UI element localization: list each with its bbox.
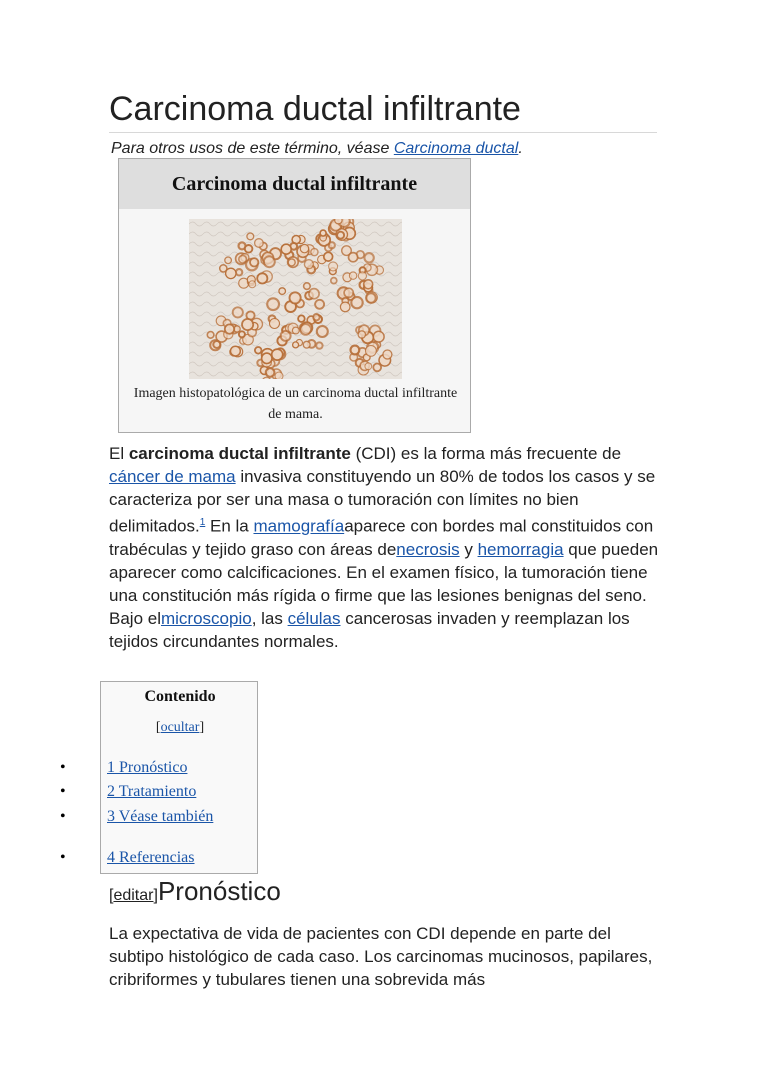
stained-cell [316,342,322,348]
stained-cell [242,319,253,330]
stained-cell [281,244,291,254]
stained-cell [364,253,373,262]
stained-cell [239,255,247,263]
edit-section-link[interactable]: editar [113,887,154,904]
toc-link-pronostico[interactable]: 1 Pronóstico [107,759,188,776]
stained-cell [298,315,305,322]
infobox [118,158,471,433]
stained-cell [225,324,234,333]
hatnote-link-carcinoma-ductal[interactable]: Carcinoma ductal [393,140,519,157]
stained-cell [226,268,236,278]
stained-cell [366,346,377,357]
link-celulas[interactable]: células [287,609,341,629]
stained-cell [270,319,280,329]
bullet-icon: • [60,759,66,776]
stained-cell [358,272,366,280]
toc-link-tratamiento[interactable]: 2 Tratamiento [107,783,197,800]
stained-cell [272,349,283,360]
bullet-icon: • [60,783,66,800]
section-paragraph: La expectativa de vida de pacientes con CDI depende en parte del subtipo histológico de cada caso. Los carcinomas mucinosos, papilares, cribriformes y tubulares tienen una sobrevida más [109,924,653,990]
stained-cell [250,258,258,266]
hatnote: Para otros usos de este término, véase Carcinoma ductal. [111,140,523,157]
toc-toggle: [ocultar] [155,720,205,735]
link-cancer-de-mama[interactable]: cáncer de mama [109,467,236,487]
stained-cell [309,289,319,299]
stained-cell [279,288,286,295]
stained-cell [304,260,313,269]
stained-cell [329,262,338,271]
bold-term: carcinoma ductal infiltrante [128,444,351,463]
link-hemorragia[interactable]: hemorragia [477,540,564,560]
toc-link-referencias[interactable]: 4 Referencias [107,849,195,866]
stained-cell [349,272,356,279]
stained-cell [262,353,272,363]
stained-cell [245,245,253,253]
stained-cell [337,232,344,239]
link-mamografia[interactable]: mamografía [253,516,345,536]
bullet-icon: • [60,808,66,825]
infobox-caption: Imagen histopatológica de un carcinoma ductal infiltrante de mama. [133,386,458,422]
stained-cell [365,363,372,370]
stained-cell [207,332,214,339]
stained-cell [275,372,283,379]
section-heading: [editar]Pronóstico [109,876,281,906]
title-divider [109,132,657,133]
section-title: Pronóstico [157,876,281,906]
reference-link-1[interactable]: 1 [199,517,206,529]
toc-title: Contenido [144,688,216,705]
stained-cell [313,314,319,320]
stained-cell [213,341,220,348]
bullet-icon: • [60,849,66,866]
stained-cell [225,257,232,264]
stained-cell [349,253,358,262]
stained-cell [231,346,241,356]
stained-cell [364,280,373,289]
link-necrosis[interactable]: necrosis [396,540,460,560]
stained-cell [281,331,291,341]
stained-cell [249,281,256,288]
stained-cell [288,259,295,266]
toc-link-vease-tambien[interactable]: 3 Véase también [107,808,214,825]
stained-cell [317,326,328,337]
stained-cell [239,331,245,337]
stained-cell [290,292,301,303]
stained-cell [329,242,335,248]
stained-cell [304,283,311,290]
stained-cell [311,249,318,256]
stained-cell [293,342,299,348]
stained-cell [315,300,324,309]
stained-cell [303,341,310,348]
histopathology-image[interactable] [189,219,402,379]
page-title: Carcinoma ductal infiltrante [109,90,521,128]
stained-cell [320,230,326,236]
stained-cell [351,346,360,355]
stained-cell [383,350,392,359]
stained-cell [344,288,353,297]
stained-cell [331,278,337,284]
stained-cell [335,219,342,224]
stained-cell [236,269,242,275]
stained-cell [233,307,243,317]
stained-cell [264,256,275,267]
stained-cell [324,252,333,261]
stained-cell [266,368,275,377]
stained-cell [257,273,267,283]
stained-cell [373,331,384,342]
stained-cell [300,244,308,252]
infobox-title: Carcinoma ductal infiltrante [119,159,470,209]
stained-cell [366,293,376,303]
stained-cell [300,324,311,335]
intro-paragraph: El carcinoma ductal infiltrante (CDI) es la forma más frecuente de cáncer de mama invasiva constituyendo un 80% de todos los casos y se caracteriza por ser una masa o tumoración con límites no bien delimitados.$^1$ En la mamografíaaparece con bordes mal constituidos con trabéculas y tejido graso con áreas denecrosis y hemorragia que pueden aparecer como calcificaciones. En el examen físico, la tumoración tiene una constitución más rígida o firme que las lesiones benignas del seno. Bajo elmicroscopio, las células cancerosas invaden y reemplazan los tejidos circundantes normales. [109,444,659,652]
stained-cell [340,302,350,312]
stained-cell [358,331,365,338]
table-of-contents [100,681,258,874]
stained-cell [351,297,362,308]
stained-cell [267,298,279,310]
stained-cell [255,347,262,354]
stained-cell [292,327,299,334]
toc-hide-link[interactable]: ocultar [160,720,200,735]
link-microscopio[interactable]: microscopio [160,609,252,629]
stained-cell [255,239,264,248]
stained-cell [247,233,254,240]
